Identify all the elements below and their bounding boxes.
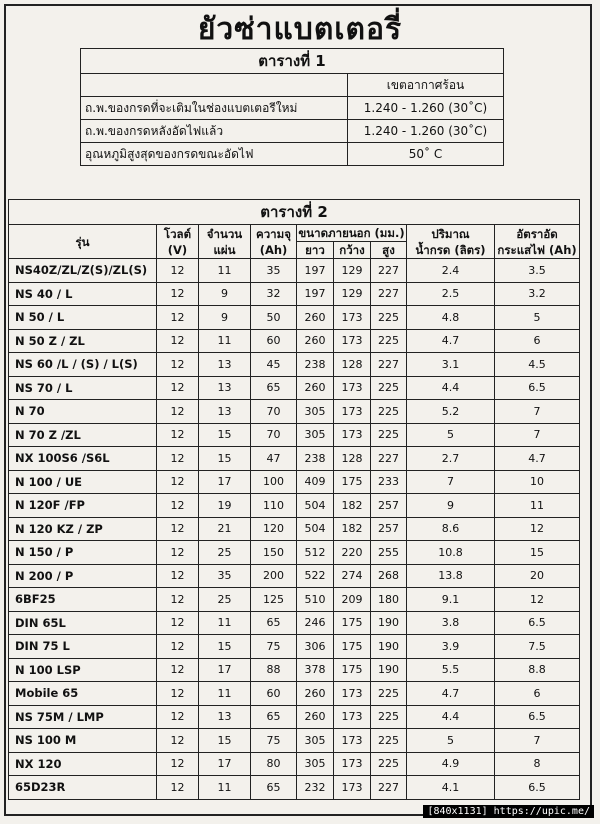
table-cell: 13 [199,376,251,400]
table-cell: 12 [157,682,199,706]
table-cell: 4.8 [407,306,495,330]
page-title: ยัวซ่าแบตเตอรี่ [197,12,403,47]
table-cell: 15 [199,635,251,659]
table-cell: 8.8 [495,658,580,682]
model-cell: N 100 LSP [9,658,157,682]
table-cell: 182 [334,517,371,541]
table-cell: 12 [157,447,199,471]
model-cell: NS 75M / LMP [9,705,157,729]
header-acid: ปริมาณ น้ำกรด (ลิตร) [407,225,495,259]
table-cell: 12 [157,776,199,800]
table-row [9,423,580,447]
table-cell: 238 [297,447,334,471]
table-cell: 268 [371,564,407,588]
table-cell: 12 [157,729,199,753]
table-cell: 60 [251,329,297,353]
table-2-body [9,259,580,800]
table-cell: 182 [334,494,371,518]
table-cell: 274 [334,564,371,588]
table-row [9,400,580,424]
table-cell: 35 [251,259,297,283]
table-row [9,447,580,471]
table-row [9,682,580,706]
table-1-caption: ตารางที่ 1 [81,49,504,74]
table-cell: 65 [251,376,297,400]
table-1-value: 50˚ C [348,143,504,166]
table-cell: 225 [371,306,407,330]
table-cell: 11 [495,494,580,518]
table-cell: 13.8 [407,564,495,588]
table-cell: 378 [297,658,334,682]
table-cell: 260 [297,306,334,330]
table-cell: 510 [297,588,334,612]
table-cell: 70 [251,423,297,447]
table-cell: 11 [199,329,251,353]
model-cell: DIN 65L [9,611,157,635]
table-cell: 173 [334,776,371,800]
table-row [9,658,580,682]
table-cell: 25 [199,588,251,612]
table-row [9,306,580,330]
table-row [9,259,580,283]
table-cell: 2.5 [407,282,495,306]
table-cell: 12 [157,541,199,565]
table-cell: 225 [371,423,407,447]
table-cell: 129 [334,259,371,283]
model-cell: N 50 Z / ZL [9,329,157,353]
table-cell: 12 [157,353,199,377]
table-cell: 305 [297,423,334,447]
table-cell: 120 [251,517,297,541]
table-cell: 260 [297,705,334,729]
table-cell: 232 [297,776,334,800]
table-cell: 70 [251,400,297,424]
table-cell: 12 [157,376,199,400]
table-cell: 20 [495,564,580,588]
model-cell: N 70 [9,400,157,424]
table-cell: 65 [251,611,297,635]
table-cell: 12 [157,635,199,659]
table-cell: 227 [371,353,407,377]
table-cell: 5 [495,306,580,330]
table-cell: 504 [297,494,334,518]
table-cell: 45 [251,353,297,377]
table-cell: 110 [251,494,297,518]
table-cell: 12 [495,588,580,612]
table-cell: 60 [251,682,297,706]
header-capacity: ความจุ (Ah) [251,225,297,259]
table-cell: 128 [334,447,371,471]
table-cell: 257 [371,494,407,518]
table-cell: 173 [334,423,371,447]
table-cell: 197 [297,282,334,306]
table-cell: 11 [199,682,251,706]
table-cell: 3.1 [407,353,495,377]
table-cell: 175 [334,470,371,494]
table-row [9,635,580,659]
table-cell: 13 [199,705,251,729]
table-cell: 3.9 [407,635,495,659]
table-cell: 88 [251,658,297,682]
header-plates: จำนวน แผ่น [199,225,251,259]
table-row [9,729,580,753]
table-cell: 10 [495,470,580,494]
table-cell: 3.2 [495,282,580,306]
table-cell: 4.7 [407,682,495,706]
table-cell: 9.1 [407,588,495,612]
table-cell: 225 [371,400,407,424]
table-cell: 522 [297,564,334,588]
table-cell: 65 [251,776,297,800]
table-cell: 150 [251,541,297,565]
image-credit: [840x1131] https://upic.me/ [423,805,594,818]
table-cell: 9 [199,282,251,306]
table-cell: 7.5 [495,635,580,659]
table-cell: 12 [157,564,199,588]
table-cell: 225 [371,376,407,400]
table-cell: 4.4 [407,705,495,729]
table-cell: 173 [334,752,371,776]
table-cell: 6.5 [495,776,580,800]
table-cell: 209 [334,588,371,612]
table-cell: 305 [297,400,334,424]
table-cell: 19 [199,494,251,518]
table-row [9,494,580,518]
table-cell: 173 [334,729,371,753]
table-cell: 12 [157,517,199,541]
table-2-caption: ตารางที่ 2 [9,200,580,225]
specs-table-1 [80,48,504,166]
table-cell: 175 [334,611,371,635]
table-cell: 13 [199,353,251,377]
table-cell: 255 [371,541,407,565]
header-rate: อัตราอัด กระแสไฟ (Ah) [495,225,580,259]
table-cell: 12 [157,752,199,776]
table-1-empty-header [81,74,348,97]
table-cell: 15 [495,541,580,565]
table-cell: 173 [334,376,371,400]
table-cell: 21 [199,517,251,541]
model-cell: N 100 / UE [9,470,157,494]
table-cell: 75 [251,635,297,659]
table-cell: 8.6 [407,517,495,541]
specs-table-2 [8,199,580,800]
table-cell: 7 [495,400,580,424]
table-cell: 50 [251,306,297,330]
table-cell: 25 [199,541,251,565]
table-cell: 13 [199,400,251,424]
table-cell: 225 [371,682,407,706]
model-cell: NX 120 [9,752,157,776]
header-length: ยาว [297,242,334,259]
table-cell: 6.5 [495,611,580,635]
table-cell: 17 [199,658,251,682]
header-height: สูง [371,242,407,259]
table-1-value: 1.240 - 1.260 (30˚C) [348,120,504,143]
table-cell: 12 [157,588,199,612]
table-row [9,588,580,612]
table-cell: 11 [199,776,251,800]
table-cell: 260 [297,376,334,400]
table-cell: 190 [371,611,407,635]
table-cell: 47 [251,447,297,471]
table-cell: 8 [495,752,580,776]
model-cell: N 120F /FP [9,494,157,518]
model-cell: 6BF25 [9,588,157,612]
table-cell: 12 [157,306,199,330]
table-cell: 197 [297,259,334,283]
table-cell: 3.5 [495,259,580,283]
table-cell: 504 [297,517,334,541]
table-cell: 173 [334,400,371,424]
table-cell: 260 [297,329,334,353]
table-cell: 6.5 [495,705,580,729]
table-row [9,776,580,800]
table-cell: 15 [199,423,251,447]
model-cell: N 70 Z /ZL [9,423,157,447]
model-cell: NX 100S6 /S6L [9,447,157,471]
table-row [9,541,580,565]
table-cell: 260 [297,682,334,706]
table-cell: 238 [297,353,334,377]
table-cell: 17 [199,752,251,776]
table-cell: 227 [371,776,407,800]
table-cell: 65 [251,705,297,729]
table-cell: 12 [157,658,199,682]
table-cell: 12 [157,611,199,635]
header-dimensions: ขนาดภายนอก (มม.) [298,226,405,240]
model-cell: NS40Z/ZL/Z(S)/ZL(S) [9,259,157,283]
model-cell: NS 70 / L [9,376,157,400]
table-cell: 12 [157,705,199,729]
table-cell: 75 [251,729,297,753]
table-row [9,329,580,353]
table-row [9,282,580,306]
table-cell: 4.1 [407,776,495,800]
table-cell: 7 [495,729,580,753]
table-1-label: ถ.พ.ของกรดหลังอัดไฟแล้ว [81,120,348,143]
table-cell: 225 [371,329,407,353]
table-cell: 225 [371,729,407,753]
table-row [81,97,504,120]
table-cell: 7 [495,423,580,447]
table-cell: 128 [334,353,371,377]
table-cell: 173 [334,682,371,706]
table-row [9,564,580,588]
table-cell: 12 [495,517,580,541]
table-row [9,611,580,635]
table-cell: 6.5 [495,376,580,400]
table-cell: 227 [371,447,407,471]
table-row [9,752,580,776]
table-cell: 11 [199,259,251,283]
table-cell: 10.8 [407,541,495,565]
table-cell: 190 [371,658,407,682]
table-cell: 80 [251,752,297,776]
table-cell: 11 [199,611,251,635]
table-cell: 15 [199,729,251,753]
table-cell: 246 [297,611,334,635]
model-cell: Mobile 65 [9,682,157,706]
table-cell: 6 [495,329,580,353]
table-cell: 15 [199,447,251,471]
table-cell: 3.8 [407,611,495,635]
table-cell: 173 [334,306,371,330]
table-cell: 2.7 [407,447,495,471]
table-cell: 100 [251,470,297,494]
table-row [9,705,580,729]
table-1-label: ถ.พ.ของกรดที่จะเติมในช่องแบตเตอรีใหม่ [81,97,348,120]
table-cell: 4.7 [407,329,495,353]
table-cell: 305 [297,729,334,753]
table-cell: 4.9 [407,752,495,776]
model-cell: N 50 / L [9,306,157,330]
table-cell: 227 [371,282,407,306]
model-cell: NS 60 /L / (S) / L(S) [9,353,157,377]
table-row [81,143,504,166]
table-cell: 6 [495,682,580,706]
table-cell: 12 [157,494,199,518]
table-row [9,470,580,494]
model-cell: N 200 / P [9,564,157,588]
table-cell: 409 [297,470,334,494]
model-cell: DIN 75 L [9,635,157,659]
table-row [81,120,504,143]
header-model: รุ่น [9,225,157,259]
table-cell: 305 [297,752,334,776]
table-cell: 32 [251,282,297,306]
table-cell: 9 [199,306,251,330]
table-cell: 190 [371,635,407,659]
table-cell: 225 [371,705,407,729]
table-cell: 12 [157,329,199,353]
table-cell: 12 [157,400,199,424]
table-cell: 225 [371,752,407,776]
table-row [9,353,580,377]
table-cell: 173 [334,329,371,353]
table-cell: 200 [251,564,297,588]
table-cell: 12 [157,423,199,447]
model-cell: N 120 KZ / ZP [9,517,157,541]
table-cell: 4.4 [407,376,495,400]
table-cell: 512 [297,541,334,565]
table-cell: 129 [334,282,371,306]
table-cell: 220 [334,541,371,565]
table-cell: 4.5 [495,353,580,377]
table-cell: 257 [371,517,407,541]
table-cell: 4.7 [495,447,580,471]
table-1-zone-header: เขตอากาศร้อน [348,74,504,97]
table-cell: 175 [334,635,371,659]
table-cell: 5 [407,729,495,753]
table-1-value: 1.240 - 1.260 (30˚C) [348,97,504,120]
table-row [9,376,580,400]
table-cell: 227 [371,259,407,283]
table-cell: 5 [407,423,495,447]
table-cell: 125 [251,588,297,612]
table-cell: 12 [157,470,199,494]
table-cell: 17 [199,470,251,494]
model-cell: NS 40 / L [9,282,157,306]
model-cell: NS 100 M [9,729,157,753]
table-cell: 173 [334,705,371,729]
header-width: กว้าง [334,242,371,259]
table-cell: 2.4 [407,259,495,283]
table-cell: 5.5 [407,658,495,682]
table-row [9,517,580,541]
table-cell: 180 [371,588,407,612]
table-cell: 306 [297,635,334,659]
table-cell: 233 [371,470,407,494]
table-1-label: อุณหภูมิสูงสุดของกรดขณะอัดไฟ [81,143,348,166]
model-cell: N 150 / P [9,541,157,565]
table-cell: 35 [199,564,251,588]
table-cell: 175 [334,658,371,682]
table-cell: 7 [407,470,495,494]
model-cell: 65D23R [9,776,157,800]
table-cell: 9 [407,494,495,518]
table-cell: 12 [157,282,199,306]
table-cell: 12 [157,259,199,283]
table-cell: 5.2 [407,400,495,424]
header-volt: โวลต์ (V) [157,225,199,259]
